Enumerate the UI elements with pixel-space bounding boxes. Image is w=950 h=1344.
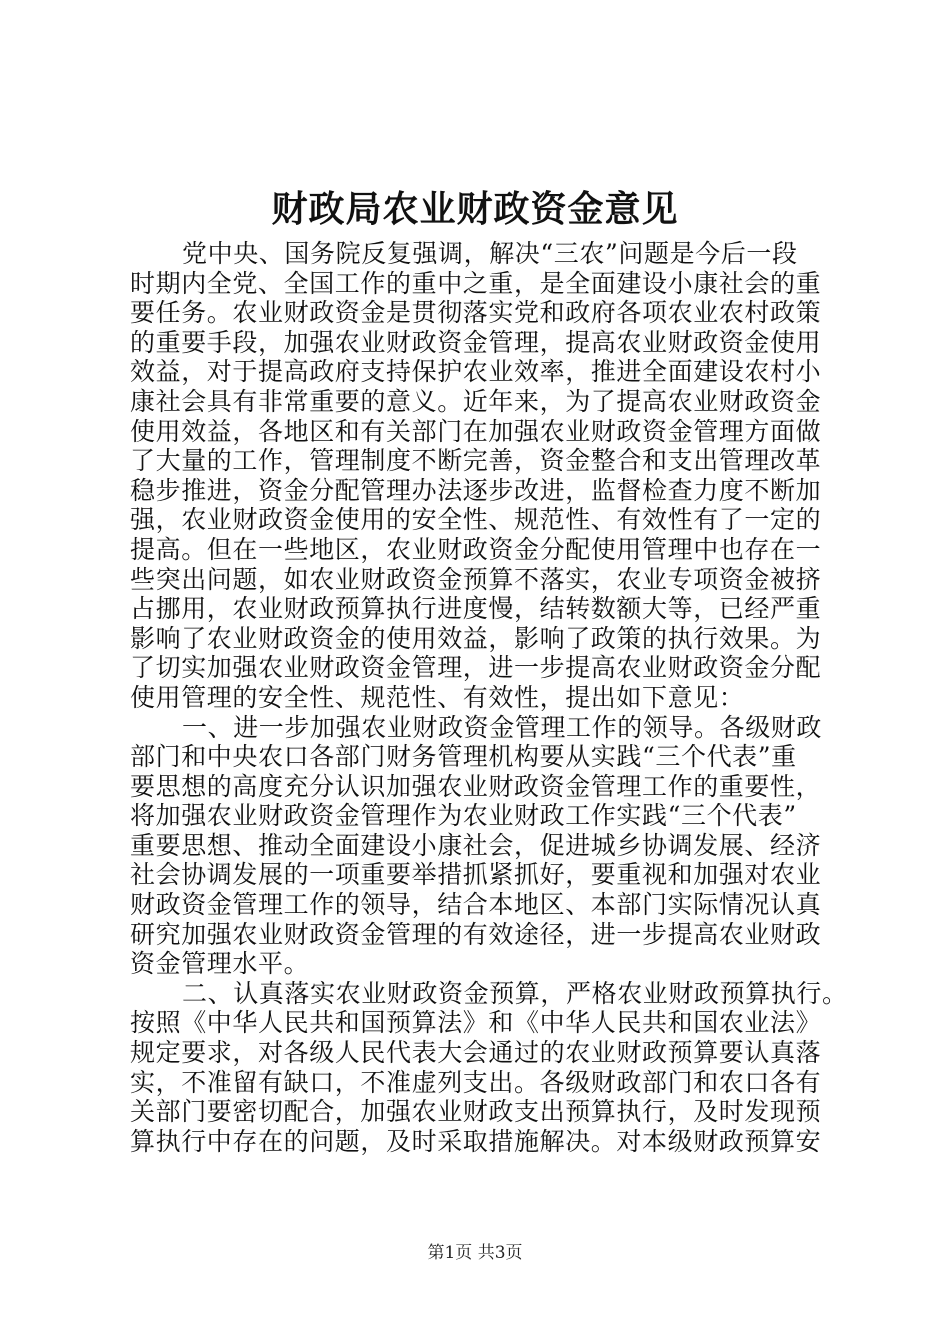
body-text-line: 的重要手段，加强农业财政资金管理，提高农业财政资金使用: [130, 327, 822, 357]
body-text-line: 一、进一步加强农业财政资金管理工作的领导。各级财政: [182, 712, 823, 742]
body-text-line: 了切实加强农业财政资金管理，进一步提高农业财政资金分配: [130, 653, 822, 683]
body-text-line: 部门和中央农口各部门财务管理机构要从实践“三个代表”重: [130, 742, 797, 772]
body-text-line: 强，农业财政资金使用的安全性、规范性、有效性有了一定的: [130, 505, 822, 535]
body-text-line: 社会协调发展的一项重要举措抓紧抓好，要重视和加强对农业: [130, 860, 822, 890]
body-text-line: 资金管理水平。: [130, 949, 310, 979]
document-body: [130, 239, 848, 1156]
body-text-line: 使用管理的安全性、规范性、有效性，提出如下意见：: [130, 682, 745, 712]
body-text-line: 二、认真落实农业财政资金预算，严格农业财政预算执行。: [182, 978, 848, 1008]
body-text-line: 实，不准留有缺口，不准虚列支出。各级财政部门和农口各有: [130, 1067, 822, 1097]
body-text-line: 要思想的高度充分认识加强农业财政资金管理工作的重要性，: [130, 771, 822, 801]
body-text-line: 些突出问题，如农业财政资金预算不落实，农业专项资金被挤: [130, 564, 822, 594]
body-text-line: 研究加强农业财政资金管理的有效途径，进一步提高农业财政: [130, 919, 822, 949]
body-text-line: 按照《中华人民共和国预算法》和《中华人民共和国农业法》: [130, 1008, 822, 1038]
body-text-line: 重要思想、推动全面建设小康社会，促进城乡协调发展、经济: [130, 830, 822, 860]
body-text-line: 了大量的工作，管理制度不断完善，资金整合和支出管理改革: [130, 446, 822, 476]
body-text-line: 使用效益，各地区和有关部门在加强农业财政资金管理方面做: [130, 416, 822, 446]
body-text-line: 时期内全党、全国工作的重中之重，是全面建设小康社会的重: [130, 268, 822, 298]
body-text-line: 将加强农业财政资金管理作为农业财政工作实践“三个代表”: [130, 801, 797, 831]
body-text-line: 效益，对于提高政府支持保护农业效率，推进全面建设农村小: [130, 357, 822, 387]
body-text-line: 稳步推进，资金分配管理办法逐步改进，监督检查力度不断加: [130, 475, 822, 505]
body-text-line: 影响了农业财政资金的使用效益，影响了政策的执行效果。为: [130, 623, 822, 653]
page-footer: 第1页 共3页: [427, 1243, 523, 1263]
body-text-line: 关部门要密切配合，加强农业财政支出预算执行，及时发现预: [130, 1097, 822, 1127]
body-text-line: 提高。但在一些地区，农业财政资金分配使用管理中也存在一: [130, 534, 822, 564]
body-text-line: 党中央、国务院反复强调，解决“三农”问题是今后一段: [182, 239, 798, 268]
body-text-line: 占挪用，农业财政预算执行进度慢，结转数额大等，已经严重: [130, 594, 822, 624]
body-text-line: 财政资金管理工作的领导，结合本地区、本部门实际情况认真: [130, 890, 822, 920]
body-text-line: 算执行中存在的问题，及时采取措施解决。对本级财政预算安: [130, 1126, 822, 1156]
body-text-line: 规定要求，对各级人民代表大会通过的农业财政预算要认真落: [130, 1038, 822, 1068]
document-title: 财政局农业财政资金意见: [271, 188, 679, 230]
body-text-line: 康社会具有非常重要的意义。近年来，为了提高农业财政资金: [130, 386, 822, 416]
body-text-line: 要任务。农业财政资金是贯彻落实党和政府各项农业农村政策: [130, 298, 822, 328]
